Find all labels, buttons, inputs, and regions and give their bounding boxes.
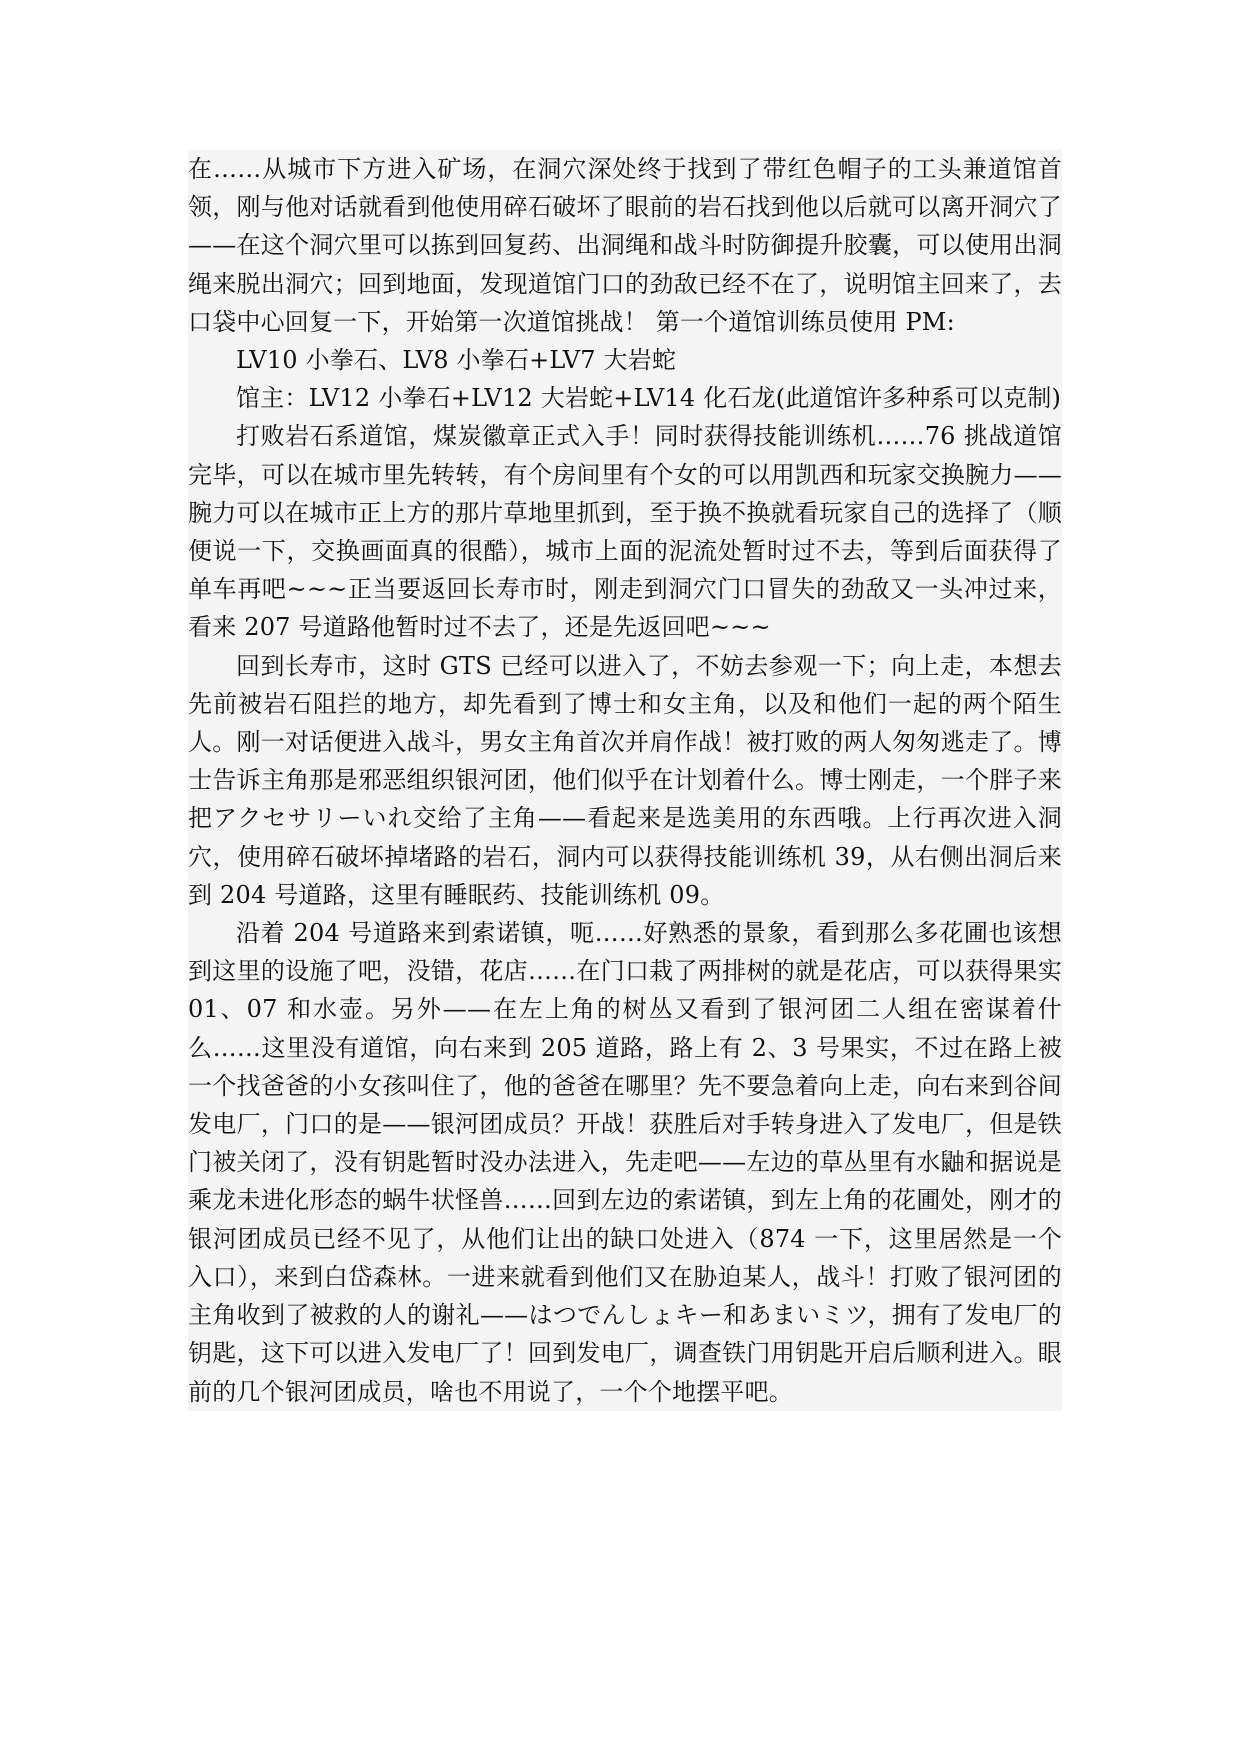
- paragraph-mine-gym-intro: 在……从城市下方进入矿场，在洞穴深处终于找到了带红色帽子的工头兼道馆首领，刚与他对话就看到他使用碎石破坏了眼前的岩石找到他以后就可以离开洞穴了——在这个洞穴里可以拣到回复药、出洞绳和战斗时防御提升胶囊，可以使用出洞绳来脱出洞穴；回到地面，发现道馆门口的劲敌已经不在了，说明馆主回来了，去口袋中心回复一下，开始第一次道馆挑战！ 第一个道馆训练员使用 PM:: [188, 155, 1062, 336]
- article-body: [188, 150, 1062, 1411]
- paragraph-trainer-team: LV10 小拳石、LV8 小拳石+LV7 大岩蛇: [236, 346, 677, 375]
- paragraph-flower-town: 沿着 204 号道路来到索诺镇，呃……好熟悉的景象，看到那么多花圃也该想到这里的设施了吧，没错，花店……在门口栽了两排树的就是花店，可以获得果实 01、07 和水壶。另外——在左上角的树丛又看到了银河团二人组在密谋着什么……这里没有道馆，向右来到 205 道路，路上有 2、3 号果实，不过在路上被一个找爸爸的小女孩叫住了，他的爸爸在哪里？先不要急着向上走，向右来到谷间发电厂，门口的是——银河团成员？开战！获胜后对手转身进入了发电厂，但是铁门被关闭了，没有钥匙暂时没办法进入，先走吧——左边的草丛里有水鼬和据说是乘龙未进化形态的蜗牛状怪兽……回到左边的索诺镇，到左上角的花圃处，刚才的银河团成员已经不见了，从他们让出的缺口处进入（874 一下，这里居然是一个入口），来到白岱森林。一进来就看到他们又在胁迫某人，战斗！打败了银河团的主角收到了被救的人的谢礼——はつでんしょキー和あまいミツ，拥有了发电厂的钥匙，这下可以进入发电厂了！回到发电厂，调查铁门用钥匙开启后顺利进入。眼前的几个银河团成员，啥也不用说了，一个个地摆平吧。: [188, 919, 1062, 1406]
- paragraph-coal-badge: 打败岩石系道馆，煤炭徽章正式入手！同时获得技能训练机……76 挑战道馆完毕，可以在城市里先转转，有个房间里有个女的可以用凯西和玩家交换腕力——腕力可以在城市正上方的那片草地里抓到，至于换不换就看玩家自己的选择了（顺便说一下，交换画面真的很酷），城市上面的泥流处暂时过不去，等到后面获得了单车再吧~~~正当要返回长寿市时，刚走到洞穴门口冒失的劲敌又一头冲过来，看来 207 号道路他暂时过不去了，还是先返回吧~~~: [188, 422, 1062, 642]
- paragraph-return-city: 回到长寿市，这时 GTS 已经可以进入了，不妨去参观一下；向上走，本想去先前被岩石阻拦的地方，却先看到了博士和女主角，以及和他们一起的两个陌生人。刚一对话便进入战斗，男女主角首次并肩作战！被打败的两人匆匆逃走了。博士告诉主角那是邪恶组织银河团，他们似乎在计划着什么。博士刚走，一个胖子来把アクセサリーいれ交给了主角——看起来是选美用的东西哦。上行再次进入洞穴，使用碎石破坏掉堵路的岩石，洞内可以获得技能训练机 39，从右侧出洞后来到 204 号道路，这里有睡眠药、技能训练机 09。: [188, 651, 1062, 909]
- paragraph-gym-leader-team: 馆主：LV12 小拳石+LV12 大岩蛇+LV14 化石龙(此道馆许多种系可以克制): [236, 384, 1062, 413]
